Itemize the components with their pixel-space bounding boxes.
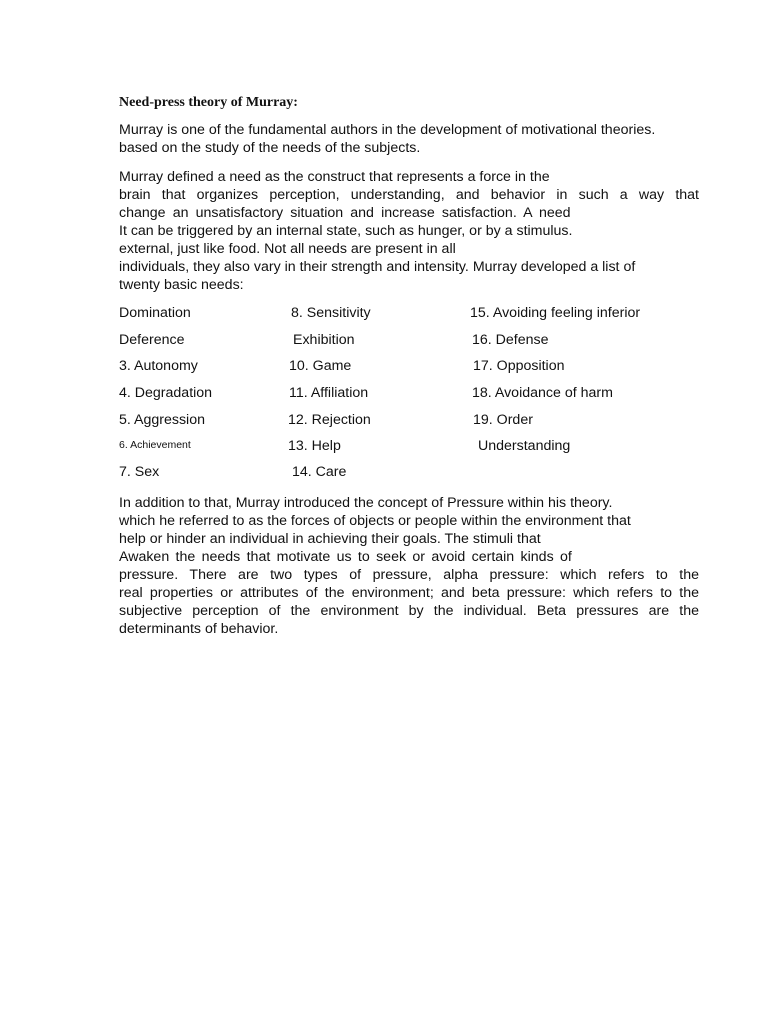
paragraph-pressure: [119, 494, 699, 638]
paragraph-line: subjective perception of the environment by the individual. Beta pressures are the: [119, 603, 699, 619]
need-item: Domination: [119, 305, 191, 321]
need-item: 13. Help: [288, 438, 341, 454]
paragraph-line: which he referred to as the forces of objects or people within the environment that: [119, 513, 631, 529]
paragraph-line: It can be triggered by an internal state, such as hunger, or by a stimulus.: [119, 223, 573, 239]
need-item: Deference: [119, 332, 185, 348]
need-item: 6. Achievement: [119, 439, 191, 451]
need-item: 19. Order: [473, 412, 533, 428]
need-item: 8. Sensitivity: [291, 305, 371, 321]
need-item: 16. Defense: [472, 332, 549, 348]
need-item: 3. Autonomy: [119, 358, 198, 374]
paragraph-line: In addition to that, Murray introduced the concept of Pressure within his theory.: [119, 495, 613, 511]
document-title: Need-press theory of Murray:: [119, 95, 298, 110]
need-item: Exhibition: [293, 332, 355, 348]
need-item: 14. Care: [292, 464, 347, 480]
paragraph-line: based on the study of the needs of the subjects.: [119, 140, 421, 156]
paragraph-line: Murray defined a need as the construct that represents a force in the: [119, 169, 550, 185]
paragraph-line: help or hinder an individual in achieving their goals. The stimuli that: [119, 531, 541, 547]
need-item: 5. Aggression: [119, 412, 205, 428]
paragraph-line: individuals, they also vary in their strength and intensity. Murray developed a list of: [119, 259, 636, 275]
need-item: 4. Degradation: [119, 385, 213, 401]
paragraph-line: Murray is one of the fundamental authors in the development of motivational theories.: [119, 122, 656, 138]
need-item: 10. Game: [289, 358, 352, 374]
paragraph-line: pressure. There are two types of pressure, alpha pressure: which refers to the: [119, 567, 699, 583]
paragraph-line: twenty basic needs:: [119, 277, 244, 293]
paragraph-line: change an unsatisfactory situation and increase satisfaction. A need: [119, 205, 571, 221]
paragraph-line: Awaken the needs that motivate us to seek or avoid certain kinds of: [119, 549, 572, 565]
need-item: 11. Affiliation: [289, 385, 369, 401]
need-item: 7. Sex: [119, 464, 160, 480]
need-item: 12. Rejection: [288, 412, 371, 428]
paragraph-line: determinants of behavior.: [119, 621, 279, 637]
paragraph-line: external, just like food. Not all needs are present in all: [119, 241, 456, 257]
paragraph-line: real properties or attributes of the environment; and beta pressure: which refers to the: [119, 585, 699, 601]
need-item: Understanding: [478, 438, 571, 454]
need-item: 18. Avoidance of harm: [472, 385, 613, 401]
need-item: 15. Avoiding feeling inferior: [470, 305, 641, 321]
paragraph-line: brain that organizes perception, understanding, and behavior in such a way that: [119, 187, 699, 203]
need-item: 17. Opposition: [473, 358, 565, 374]
